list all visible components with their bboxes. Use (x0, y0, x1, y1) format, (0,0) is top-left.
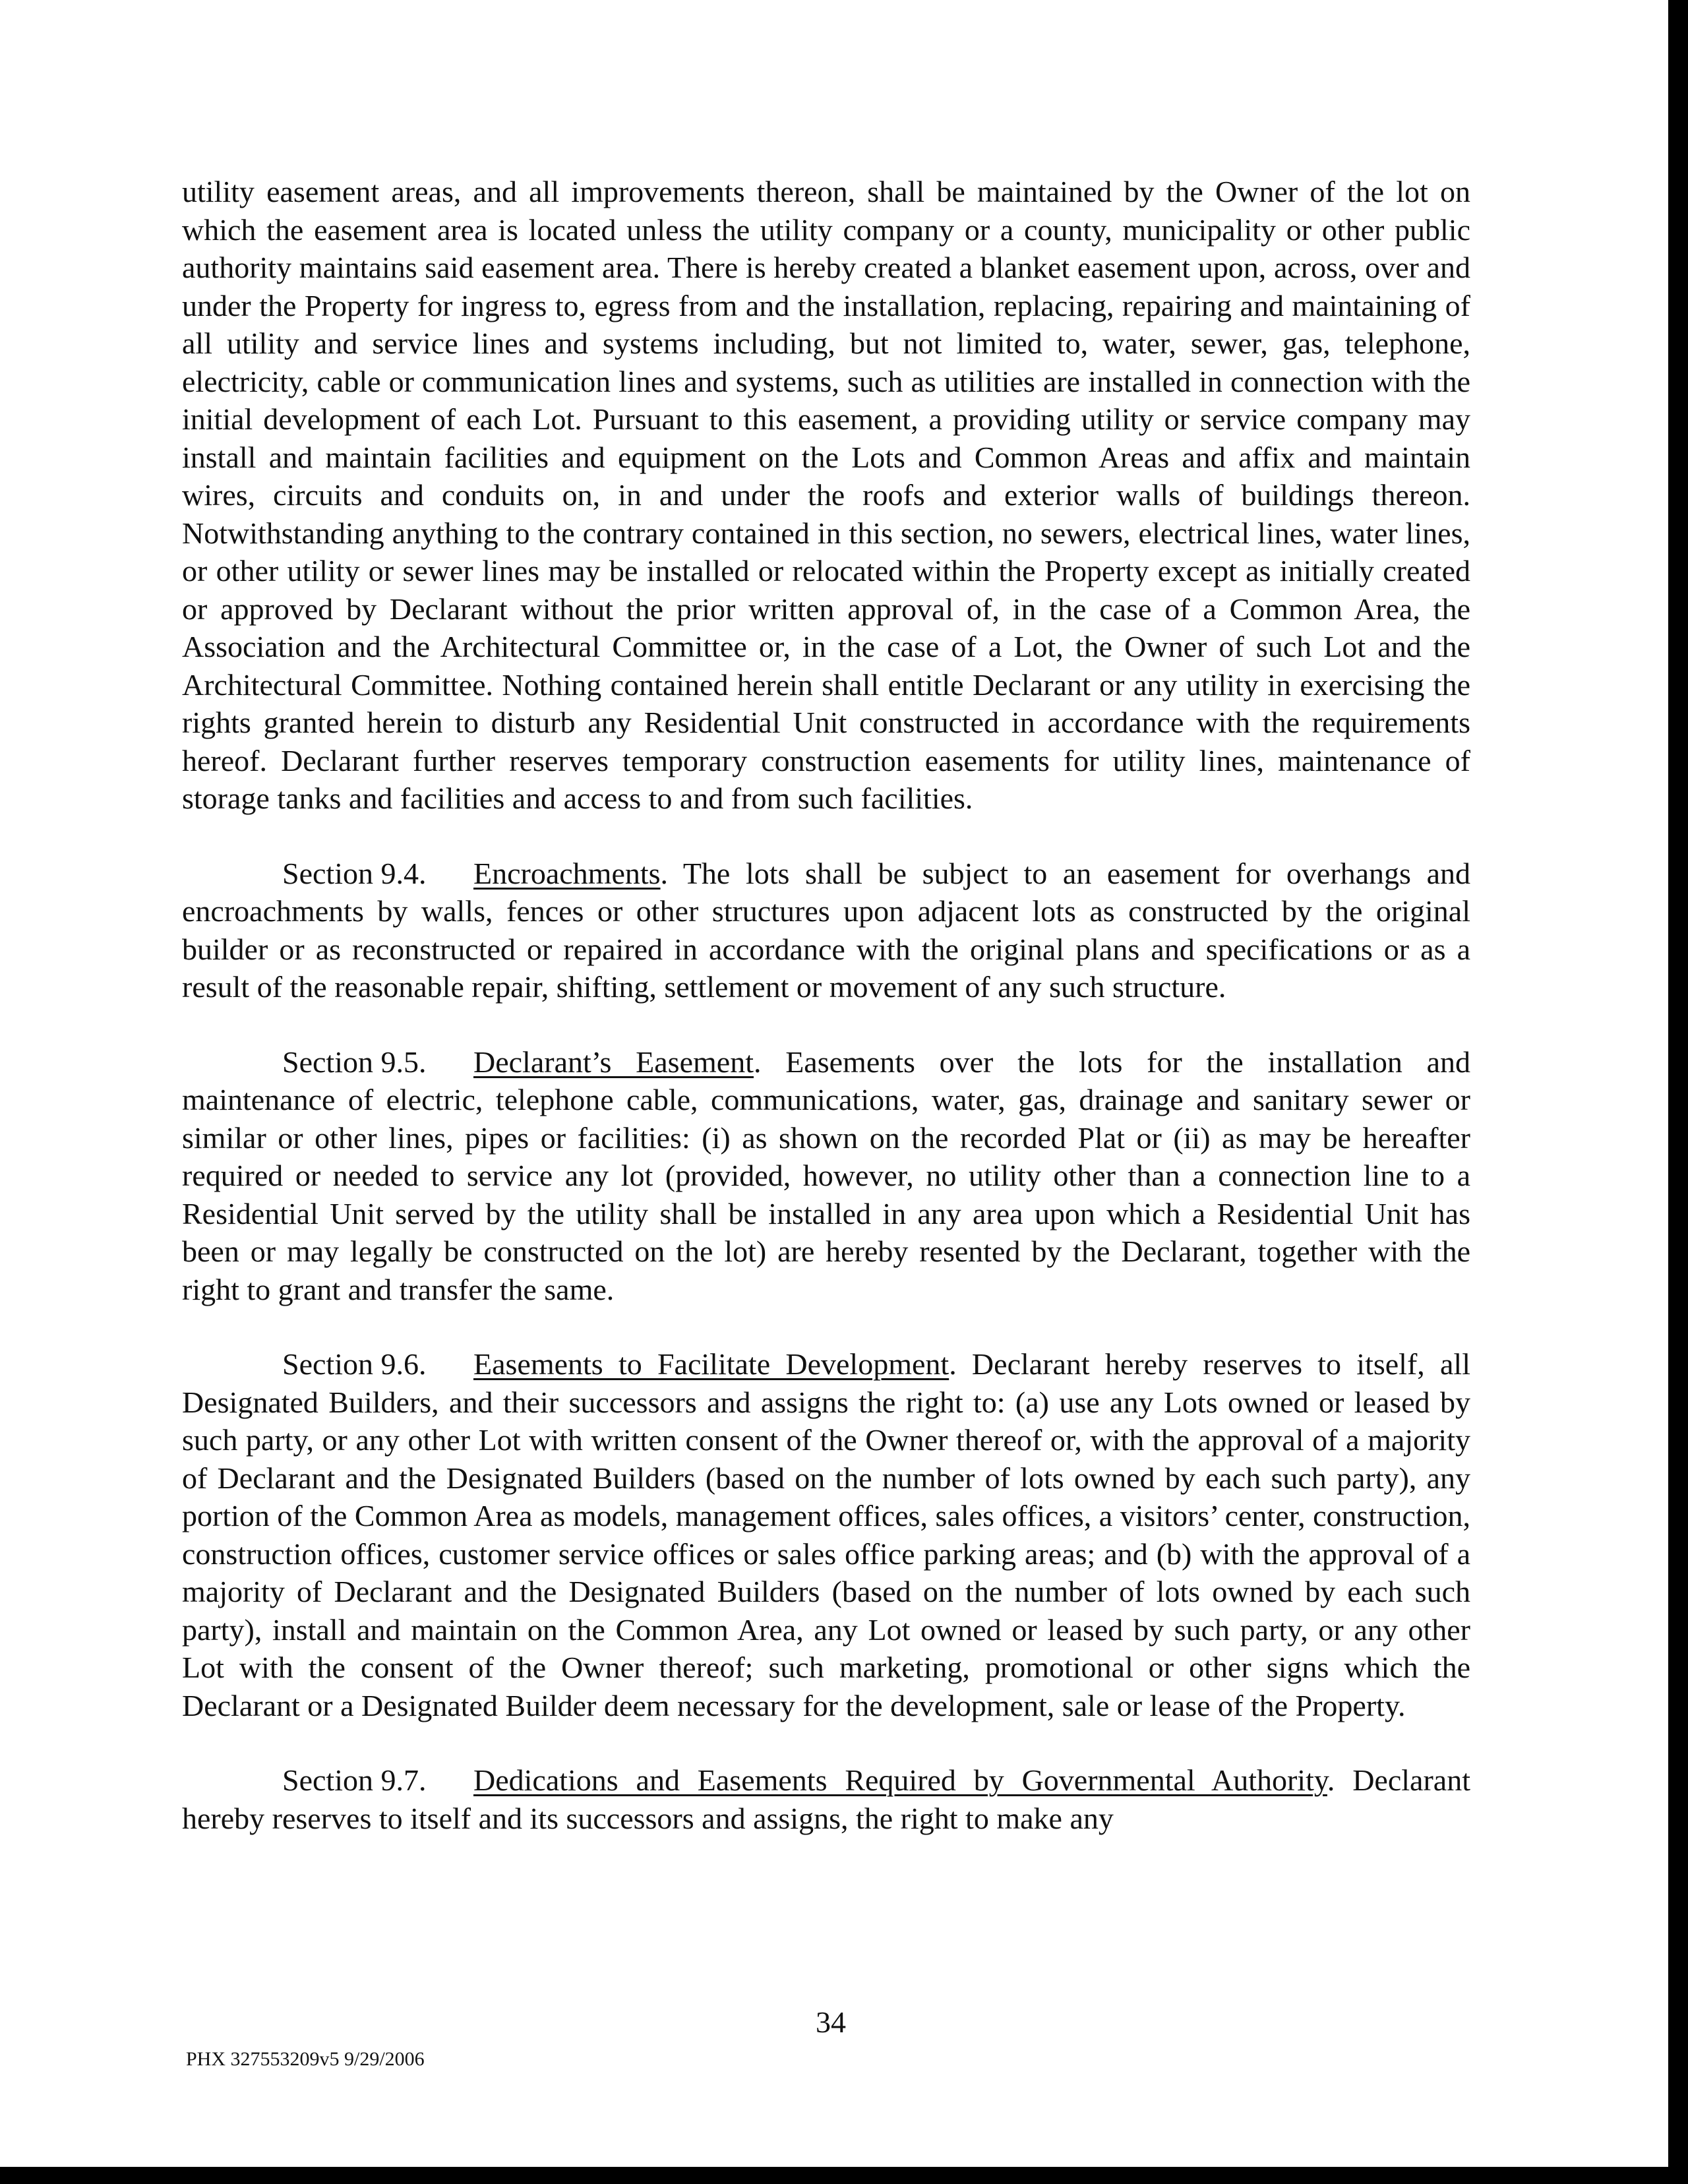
section-title: Declarant’s Easement (473, 1045, 754, 1079)
document-id-footer: PHX 327553209v5 9/29/2006 (186, 2048, 425, 2070)
intro-paragraph: utility easement areas, and all improvements thereon, shall be maintained by the Owner of the lot on which the easement area is located unless the utility company or a county, municipality or other public authority maintains said easement area. There is hereby created a blanket easement upon, across, over and under the Property for ingress to, egress from and the installation, replacing, repairing and maintaining of all utility and service lines and systems including, but not limited to, water, sewer, gas, telephone, electricity, cable or communication lines and systems, such as utilities are installed in connection with the initial development of each Lot. Pursuant to this easement, a providing utility or service company may install and maintain facilities and equipment on the Lots and Common Areas and affix and maintain wires, circuits and conduits on, in and under the roofs and exterior walls of buildings thereon. Notwithstanding anything to the contrary contained in this section, no sewers, electrical lines, water lines, or other utility or sewer lines may be installed or relocated within the Property except as initially created or approved by Declarant without the prior written approval of, in the case of a Common Area, the Association and the Architectural Committee or, in the case of a Lot, the Owner of such Lot and the Architectural Committee. Nothing contained herein shall entitle Declarant or any utility in exercising the rights granted herein to disturb any Residential Unit constructed in accordance with the requirements hereof. Declarant further reserves temporary construction easements for utility lines, maintenance of storage tanks and facilities and access to and from such facilities. (182, 175, 1470, 815)
page-number: 34 (816, 2005, 846, 2039)
section-text: . The lots shall be subject to an easement for overhangs and encroachments by walls, fences or other structures upon adjacent lots as constructed by the original builder or as reconstructed or repaired in accordance with the original plans and specifications or as a result of the reasonable repair, shifting, settlement or movement of any such structure. (182, 856, 1470, 1004)
section-number: Section 9.5. (282, 1045, 427, 1079)
section-text: . Declarant hereby reserves to itself, all Designated Builders, and their successors and assigns the right to: (a) use any Lots owned or leased by such party, or any other Lot with written consent of the Owner thereof or, with the approval of a majority of Declarant and the Designated Builders (based on the number of lots owned by each such party), any portion of the Common Area as models, management offices, sales offices, a visitors’ center, construction, construction offices, customer service offices or sales office parking areas; and (b) with the approval of a majority of Declarant and the Designated Builders (based on the number of lots owned by each such party), install and maintain on the Common Area, any Lot owned or leased by such party, or any other Lot with the consent of the Owner thereof; such marketing, promotional or other signs which the Declarant or a Designated Builder deem necessary for the development, sale or lease of the Property. (182, 1347, 1470, 1722)
document-body (182, 173, 1470, 1837)
section-number: Section 9.6. (282, 1347, 427, 1381)
scan-border-bottom (0, 2167, 1688, 2184)
scan-border-right (1668, 0, 1688, 2184)
section-title: Dedications and Easements Required by Governmental Authority (473, 1763, 1327, 1797)
section-9-7 (182, 1761, 1470, 1837)
section-text: . Declarant hereby reserves to itself and its successors and assigns, the right to make any (182, 1763, 1470, 1835)
section-number: Section 9.4. (282, 856, 427, 890)
section-number: Section 9.7. (282, 1763, 427, 1797)
section-title: Easements to Facilitate Development (473, 1347, 950, 1381)
section-title: Encroachments (473, 856, 661, 890)
section-9-4 (182, 855, 1470, 1006)
section-9-6 (182, 1345, 1470, 1724)
section-text: . Easements over the lots for the installation and maintenance of electric, telephone cable, communications, water, gas, drainage and sanitary sewer or similar or other lines, pipes or facilities: (i) as shown on the recorded Plat or (ii) as may be hereafter required or needed to service any lot (provided, however, no utility other than a connection line to a Residential Unit served by the utility shall be installed in any area upon which a Residential Unit has been or may legally be constructed on the lot) are hereby resented by the Declarant, together with the right to grant and transfer the same. (182, 1045, 1470, 1306)
section-9-5 (182, 1043, 1470, 1309)
